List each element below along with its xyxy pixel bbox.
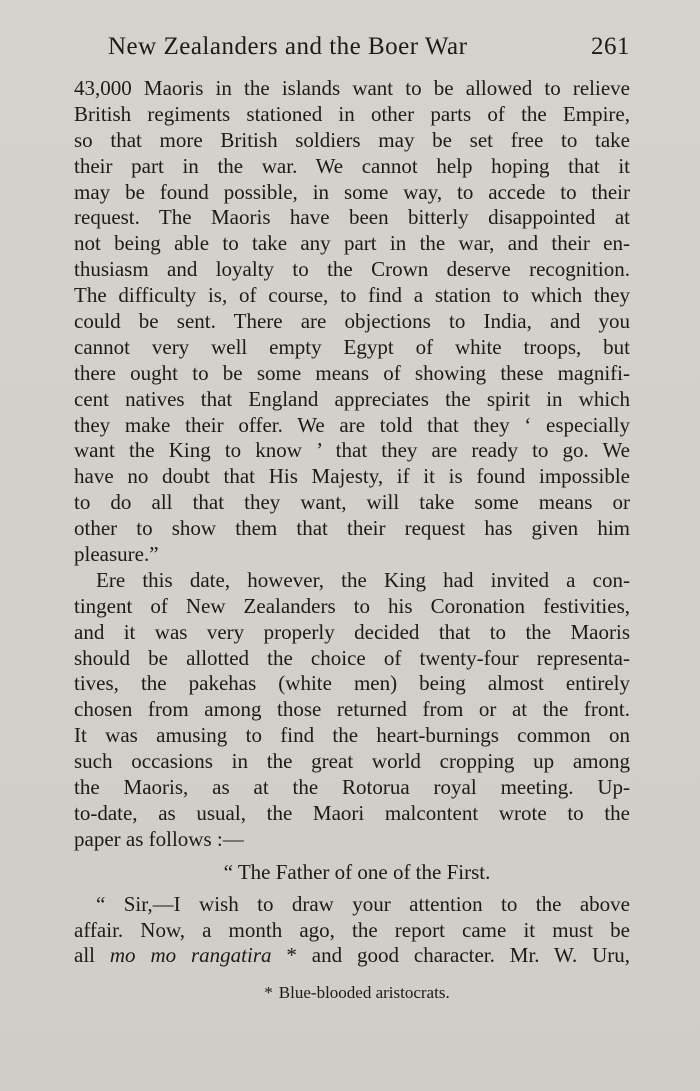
page-number: 261 <box>591 33 630 60</box>
footnote <box>74 983 630 1003</box>
text-line-6: request. The Maoris have been bitterly disappointed at <box>74 205 630 230</box>
text-line-8: thusiasm and loyalty to the Crown deserve recognition. <box>74 257 630 282</box>
footnote-mark: * <box>264 983 273 1002</box>
text-line-24: tives, the pakehas (white men) being almost entirely <box>74 671 630 696</box>
text-segment: all <box>74 943 110 968</box>
text-line-7: not being able to take any part in the war, and their en- <box>74 231 630 256</box>
text-line-2: British regiments stationed in other parts of the Empire, <box>74 101 630 126</box>
text-line-30: paper as follows :— <box>74 826 244 851</box>
text-line-15: want the King to know ’ that they are ready to go. We <box>74 438 630 463</box>
text-line-13: cent natives that England appreciates the spirit in which <box>74 386 630 411</box>
text-line-20: Ere this date, however, the King had invited a con- <box>96 567 630 592</box>
text-line-22: and it was very properly decided that to the Maoris <box>74 619 630 644</box>
text-line-4: their part in the war. We cannot help hoping that it <box>74 153 630 178</box>
text-segment: * and good character. Mr. W. Uru, <box>271 943 630 968</box>
text-line-16: have no doubt that His Majesty, if it is found impossible <box>74 464 630 489</box>
text-line-14: they make their offer. We are told that they ‘ especially <box>74 412 630 437</box>
text-line-19: pleasure.” <box>74 542 159 567</box>
text-line-34 <box>74 943 630 969</box>
body-text <box>74 76 630 969</box>
text-line-18: other to show them that their request has given him <box>74 516 630 541</box>
text-line-12: there ought to be some means of showing these magnifi- <box>74 360 630 385</box>
text-line-29: to-date, as usual, the Maori malcontent wrote to the <box>74 800 630 825</box>
text-line-11: cannot very well empty Egypt of white troops, but <box>74 334 630 359</box>
text-line-32: “ Sir,—I wish to draw your attention to the above <box>96 891 630 916</box>
text-line-23: should be allotted the choice of twenty-four representa- <box>74 645 630 670</box>
text-line-10: could be sent. There are objections to India, and you <box>74 309 630 334</box>
text-line-27: such occasions in the great world cropping up among <box>74 749 630 774</box>
text-line-17: to do all that they want, will take some means or <box>74 490 630 515</box>
text-line-25: chosen from among those returned from or at the front. <box>74 697 630 722</box>
text-line-26: It was amusing to find the heart-burnings common on <box>74 723 630 748</box>
page-header <box>108 33 630 61</box>
text-line-33: affair. Now, a month ago, the report came it must be <box>74 917 630 942</box>
letter-heading: “ The Father of one of the First. <box>223 859 491 884</box>
text-line-28: the Maoris, as at the Rotorua royal meeting. Up- <box>74 775 630 800</box>
footnote-text: Blue-blooded aristocrats. <box>278 983 450 1002</box>
text-line-5: may be found possible, in some way, to accede to their <box>74 179 630 204</box>
maori-phrase: mo mo rangatira <box>109 943 272 968</box>
text-line-21: tingent of New Zealanders to his Coronation festivities, <box>74 593 630 618</box>
running-title: New Zealanders and the Boer War <box>108 33 468 60</box>
text-line-3: so that more British soldiers may be set free to take <box>74 127 630 152</box>
text-line-1: 43,000 Maoris in the islands want to be allowed to relieve <box>74 76 630 100</box>
text-line-9: The difficulty is, of course, to find a station to which they <box>74 283 630 308</box>
